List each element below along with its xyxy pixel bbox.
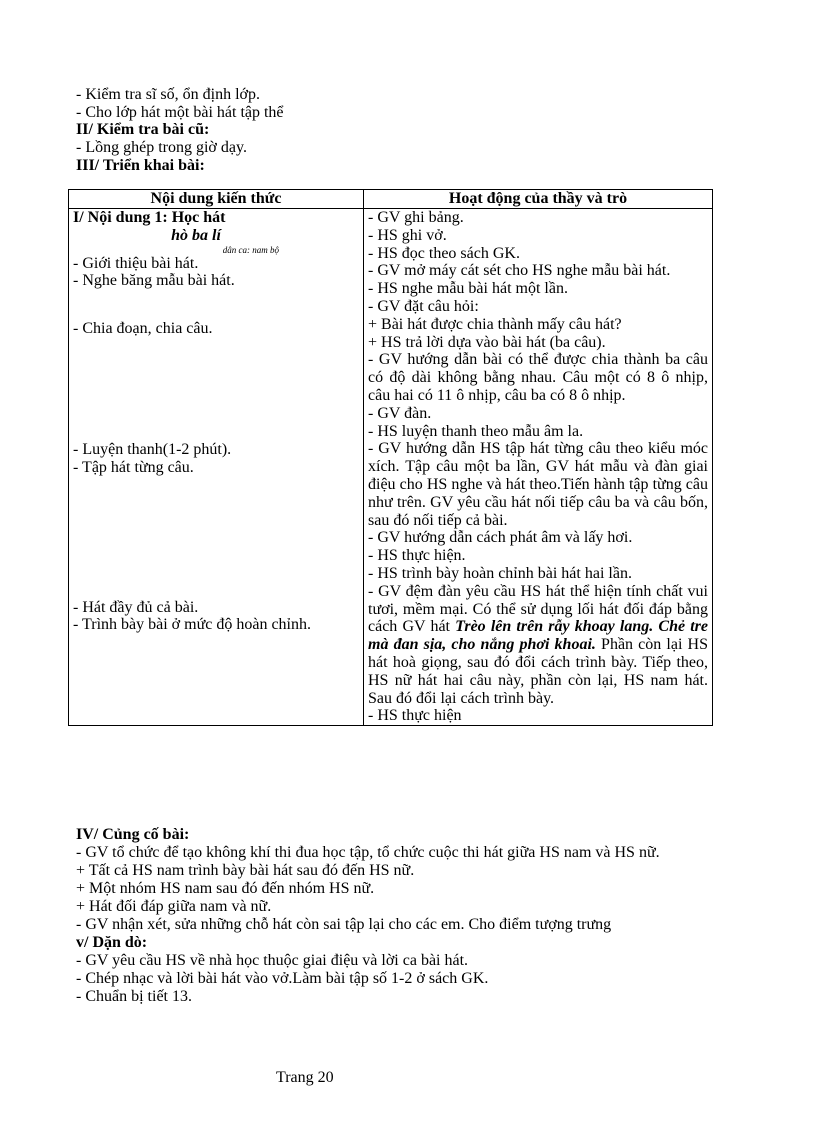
content-title: I/ Nội dung 1: Học hát xyxy=(73,209,226,226)
section4-heading: IV/ Củng cố bài: xyxy=(76,826,190,843)
activity-line: - HS trình bày hoàn chỉnh bài hát hai lần. xyxy=(368,564,632,582)
content-item: - Luyện thanh(1-2 phút). xyxy=(73,440,232,458)
header-activity: Hoạt động của thầy và trò xyxy=(364,190,713,209)
activity-paragraph xyxy=(368,583,708,708)
activity-line: - GV ghi bảng. xyxy=(368,209,464,226)
activity-line: - GV đàn. xyxy=(368,404,432,422)
section2-line: - Lồng ghép trong giờ dạy. xyxy=(76,139,247,156)
activity-line: + Bài hát được chia thành mấy câu hát? xyxy=(368,315,622,333)
song-origin: dân ca: nam bộ xyxy=(222,244,279,255)
section4-line: - GV tổ chức để tạo không khí thi đua học tập, tổ chức cuộc thi hát giữa HS nam và HS nữ. xyxy=(76,844,660,861)
lesson-table xyxy=(68,189,713,726)
section5-line: - Chép nhạc và lời bài hát vào vở.Làm bài tập số 1-2 ở sách GK. xyxy=(76,970,489,987)
intro-line-1: - Kiểm tra sĩ số, ổn định lớp. xyxy=(76,86,260,103)
activity-line: - HS thực hiện xyxy=(368,707,462,725)
content-item: - Tập hát từng câu. xyxy=(73,458,194,476)
section4-line: + Tất cả HS nam trình bày bài hát sau đó đến HS nữ. xyxy=(76,862,415,879)
section2-heading: II/ Kiểm tra bài cũ: xyxy=(76,121,210,138)
activity-line: - HS nghe mẫu bài hát một lần. xyxy=(368,280,568,298)
page-number: Trang 20 xyxy=(276,1069,334,1086)
content-item: - Hát đầy đủ cả bài. xyxy=(73,598,199,616)
content-item: - Trình bày bài ở mức độ hoàn chỉnh. xyxy=(73,616,311,634)
section5-line: - GV yêu cầu HS về nhà học thuộc giai điệu và lời ca bài hát. xyxy=(76,952,469,969)
section3-heading: III/ Triển khai bài: xyxy=(76,157,205,174)
content-item: - Nghe băng mẫu bài hát. xyxy=(73,272,235,290)
section5-heading: v/ Dặn dò: xyxy=(76,934,148,951)
section4-line: + Hát đối đáp giữa nam và nữ. xyxy=(76,898,272,915)
section4-line: - GV nhận xét, sửa những chỗ hát còn sai tập lại cho các em. Cho điểm tượng trưng xyxy=(76,916,612,933)
activity-line: - GV hướng dẫn HS tập hát từng câu theo kiểu móc xích. Tập câu một ba lần, GV hát mẫu và đàn giai điệu cho HS nghe và hát theo.Tiến hành tập từng câu như trên. GV yêu cầu hát nối tiếp câu ba và câu bốn, sau đó nối tiếp cả bài. xyxy=(368,440,708,529)
activity-line: - HS thực hiện. xyxy=(368,547,466,565)
activity-text: Phần còn lại HS hát hoà giọng, sau đó đổi cách trình bày. Tiếp theo, HS nữ hát hai câu này, phần còn lại, HS nam hát. Sau đó đổi lại cách trình bày. xyxy=(368,636,708,707)
activity-line: - HS ghi vở. xyxy=(368,226,447,244)
section4-line: + Một nhóm HS nam sau đó đến nhóm HS nữ. xyxy=(76,880,375,897)
activity-line: - GV mở máy cát sét cho HS nghe mẫu bài hát. xyxy=(368,262,671,280)
song-lyric-excerpt: Trèo lên trên rẫy khoay lang. Chẻ tre mà đan sịa, cho nắng phơi khoai. xyxy=(368,618,709,654)
song-title: hò ba lí xyxy=(171,226,221,244)
activity-line: + HS trả lời dựa vào bài hát (ba câu). xyxy=(368,333,606,351)
content-item: - Chia đoạn, chia câu. xyxy=(73,320,213,338)
activity-line: - HS luyện thanh theo mẫu âm la. xyxy=(368,422,584,440)
intro-line-2: - Cho lớp hát một bài hát tập thể xyxy=(76,104,284,121)
activity-line: - HS đọc theo sách GK. xyxy=(368,244,520,262)
content-cell xyxy=(69,209,364,726)
activity-line: - GV đặt câu hỏi: xyxy=(368,297,479,315)
activity-cell xyxy=(364,209,713,726)
activity-line: - GV hướng dẫn bài có thể được chia thành ba câu có độ dài không bằng nhau. Câu một có 8 ô nhịp, câu hai có 11 ô nhịp, câu ba có 8 ô nhịp. xyxy=(368,351,708,404)
header-content: Nội dung kiến thức xyxy=(69,190,364,209)
closing-sections xyxy=(76,826,756,1006)
activity-text: - GV đệm đàn yêu cầu HS hát thể hiện tính chất vui tươi, mềm mại. Có thể sử dụng lối hát đối đáp bằng cách GV hát xyxy=(368,582,708,636)
content-item: - Giới thiệu bài hát. xyxy=(73,254,199,272)
activity-line: - GV hướng dẫn cách phát âm và lấy hơi. xyxy=(368,529,633,547)
section5-line: - Chuẩn bị tiết 13. xyxy=(76,988,192,1005)
